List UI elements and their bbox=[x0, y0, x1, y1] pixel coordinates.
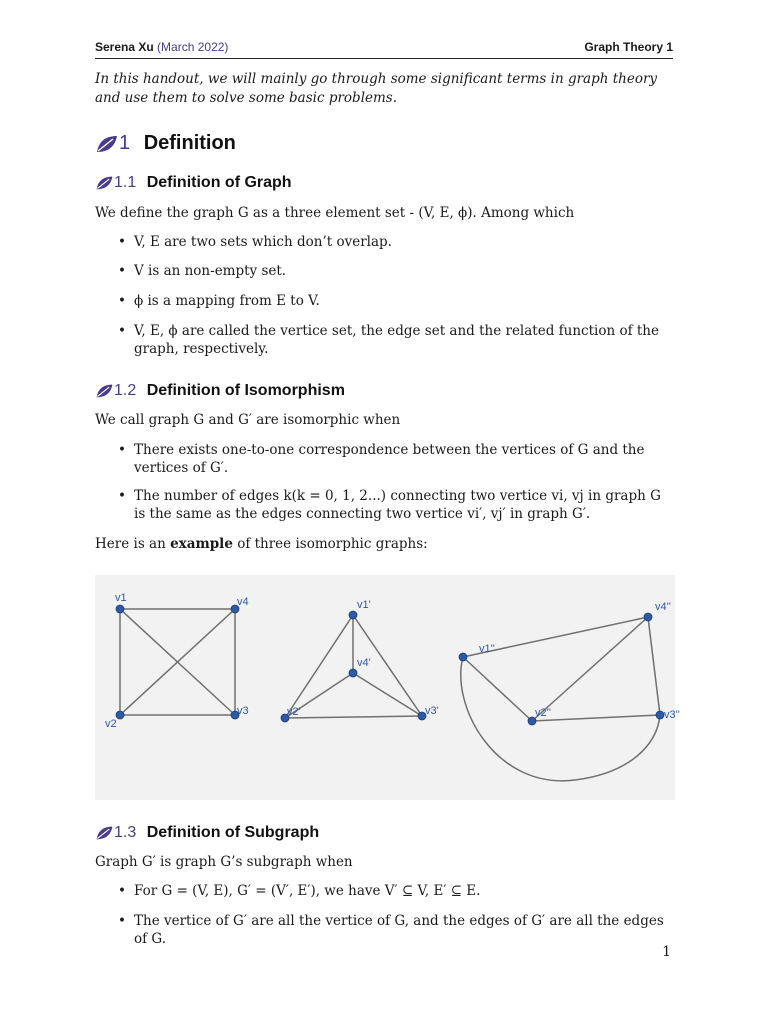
vertex bbox=[459, 653, 467, 661]
isomorphic-graphs-figure bbox=[95, 575, 680, 800]
paragraph-example: Here is an example of three isomorphic graphs: bbox=[95, 536, 428, 552]
edge bbox=[285, 716, 422, 718]
list-item: • V, E, ϕ are called the vertice set, the edge set and the related function of the graph, respectively. bbox=[118, 323, 659, 357]
leaf-icon bbox=[95, 825, 114, 841]
running-header bbox=[95, 40, 673, 60]
subsection-number: 1.2 bbox=[114, 382, 137, 399]
subsection-heading-isomorphism bbox=[95, 382, 345, 400]
subsection-title: Definition of Subgraph bbox=[146, 824, 320, 841]
edge bbox=[463, 657, 532, 721]
vertex-label: v3'' bbox=[664, 709, 680, 721]
edge bbox=[532, 617, 648, 721]
vertex bbox=[349, 611, 357, 619]
vertex-label: v1 bbox=[115, 592, 127, 604]
list-item: • V, E are two sets which don’t overlap. bbox=[118, 234, 392, 250]
example-bold: example bbox=[170, 536, 233, 552]
header-title: Graph Theory 1 bbox=[584, 40, 673, 54]
leaf-icon bbox=[95, 175, 114, 191]
subsection-title: Definition of Isomorphism bbox=[146, 382, 345, 399]
vertex-label: v2' bbox=[287, 706, 301, 718]
list-item: • The number of edges k(k = 0, 1, 2...) connecting two vertice vi, vj in graph G is the same as the edges connecting two vertice vi′, vj′ in graph G′. bbox=[118, 488, 661, 522]
vertex bbox=[644, 613, 652, 621]
list-item: • For G = (V, E), G′ = (V′, E′), we have V′ ⊆ V, E′ ⊆ E. bbox=[118, 883, 481, 899]
vertex bbox=[116, 605, 124, 613]
vertex bbox=[116, 711, 124, 719]
vertex-label: v3' bbox=[425, 705, 439, 717]
edge bbox=[532, 715, 660, 721]
subsection-heading-subgraph bbox=[95, 824, 319, 842]
vertex-label: v4' bbox=[357, 657, 371, 669]
edge bbox=[353, 673, 422, 716]
edge bbox=[285, 615, 353, 718]
graphs-svg bbox=[95, 575, 680, 800]
paragraph-subgraph-intro: Graph G′ is graph G’s subgraph when bbox=[95, 854, 353, 870]
vertex bbox=[656, 711, 664, 719]
abstract: In this handout, we will mainly go through some significant terms in graph theory and use them to solve some basic problems. bbox=[95, 71, 658, 106]
section-title: Definition bbox=[143, 132, 236, 154]
vertex-label: v4 bbox=[237, 596, 249, 608]
vertex-label: v1'' bbox=[479, 643, 495, 655]
vertex-label: v2'' bbox=[535, 707, 551, 719]
subsection-title: Definition of Graph bbox=[146, 174, 292, 191]
paragraph-isomorphism-intro: We call graph G and G′ are isomorphic when bbox=[95, 412, 401, 428]
list-item: • V is an non-empty set. bbox=[118, 263, 287, 279]
leaf-icon bbox=[95, 134, 119, 154]
vertex-label: v1' bbox=[357, 599, 371, 611]
header-author: Serena Xu bbox=[95, 40, 154, 54]
vertex-label: v3 bbox=[237, 705, 249, 717]
list-item: • ϕ is a mapping from E to V. bbox=[118, 293, 320, 309]
list-item: • The vertice of G′ are all the vertice of G, and the edges of G′ are all the edges of G. bbox=[118, 913, 664, 947]
subsection-heading-graph bbox=[95, 174, 292, 192]
section-number: 1 bbox=[119, 132, 131, 154]
curved-edge bbox=[461, 657, 660, 781]
vertex bbox=[349, 669, 357, 677]
page-number: 1 bbox=[662, 944, 671, 960]
subsection-number: 1.3 bbox=[114, 824, 137, 841]
edge bbox=[648, 617, 660, 715]
vertex-label: v2 bbox=[105, 718, 117, 730]
header-rule bbox=[95, 58, 673, 59]
leaf-icon bbox=[95, 383, 114, 399]
header-author-line bbox=[95, 40, 228, 54]
paragraph-graph-intro: We define the graph G as a three element set - (V, E, ϕ). Among which bbox=[95, 205, 575, 221]
section-heading bbox=[95, 132, 236, 155]
subsection-number: 1.1 bbox=[114, 174, 137, 191]
header-date: (March 2022) bbox=[157, 40, 229, 54]
vertex-label: v4'' bbox=[655, 601, 671, 613]
list-item: • There exists one-to-one correspondence between the vertices of G and the vertices of G′. bbox=[118, 442, 645, 476]
